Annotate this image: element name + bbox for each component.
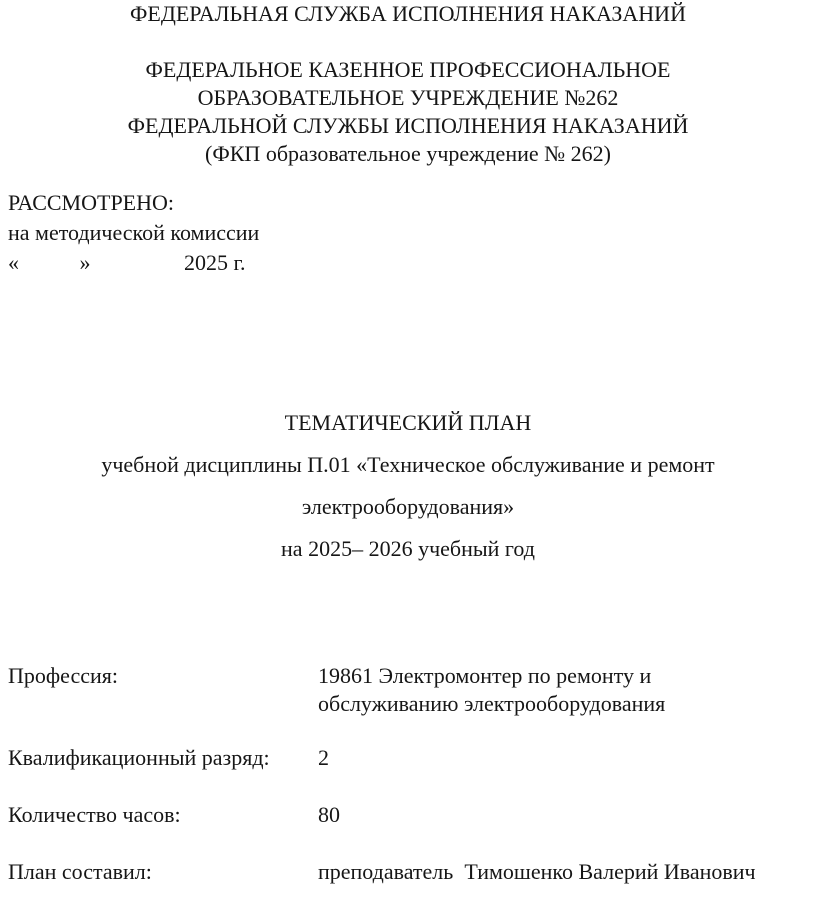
approval-status-label: РАССМОТРЕНО: xyxy=(8,190,175,215)
field-value: 80 xyxy=(318,802,340,827)
doc-academic-year-line: на 2025– 2026 учебный год xyxy=(281,536,535,561)
org-name-line: (ФКП образовательное учреждение № 262) xyxy=(205,141,611,166)
field-value: 19861 Электромонтер по ремонту и обслуживанию электрооборудования xyxy=(318,663,666,716)
field-value: преподаватель Тимошенко Валерий Иванович xyxy=(318,859,756,884)
org-name-line: ФЕДЕРАЛЬНОЙ СЛУЖБЫ ИСПОЛНЕНИЯ НАКАЗАНИЙ xyxy=(127,113,689,138)
doc-title: ТЕМАТИЧЕСКИЙ ПЛАН xyxy=(284,410,532,435)
doc-header-org-block xyxy=(0,56,816,168)
field-value: 2 xyxy=(318,745,329,770)
field-label: Квалификационный разряд: xyxy=(8,745,270,770)
field-label: План составил: xyxy=(8,859,152,884)
approval-block xyxy=(8,188,259,278)
field-label: Профессия: xyxy=(8,663,118,688)
field-row-plan-author xyxy=(8,858,808,886)
field-label: Количество часов: xyxy=(8,802,181,827)
doc-header-service-name: ФЕДЕРАЛЬНАЯ СЛУЖБА ИСПОЛНЕНИЯ НАКАЗАНИЙ xyxy=(130,1,686,26)
approval-commission-line: на методической комиссии xyxy=(8,220,260,245)
field-row-profession xyxy=(8,662,808,718)
field-row-qualification-grade xyxy=(8,744,808,772)
org-name-line: ФЕДЕРАЛЬНОЕ КАЗЕННОЕ ПРОФЕССИОНАЛЬНОЕ xyxy=(145,57,671,82)
org-name-line: ОБРАЗОВАТЕЛЬНОЕ УЧРЕЖДЕНИЕ №262 xyxy=(197,85,619,110)
approval-date-line: « » 2025 г. xyxy=(8,250,246,275)
doc-subtitle-line: учебной дисциплины П.01 «Техническое обслуживание и ремонт xyxy=(101,452,715,477)
doc-subtitle-line: электрооборудования» xyxy=(301,494,515,519)
field-row-hours-count xyxy=(8,801,808,829)
